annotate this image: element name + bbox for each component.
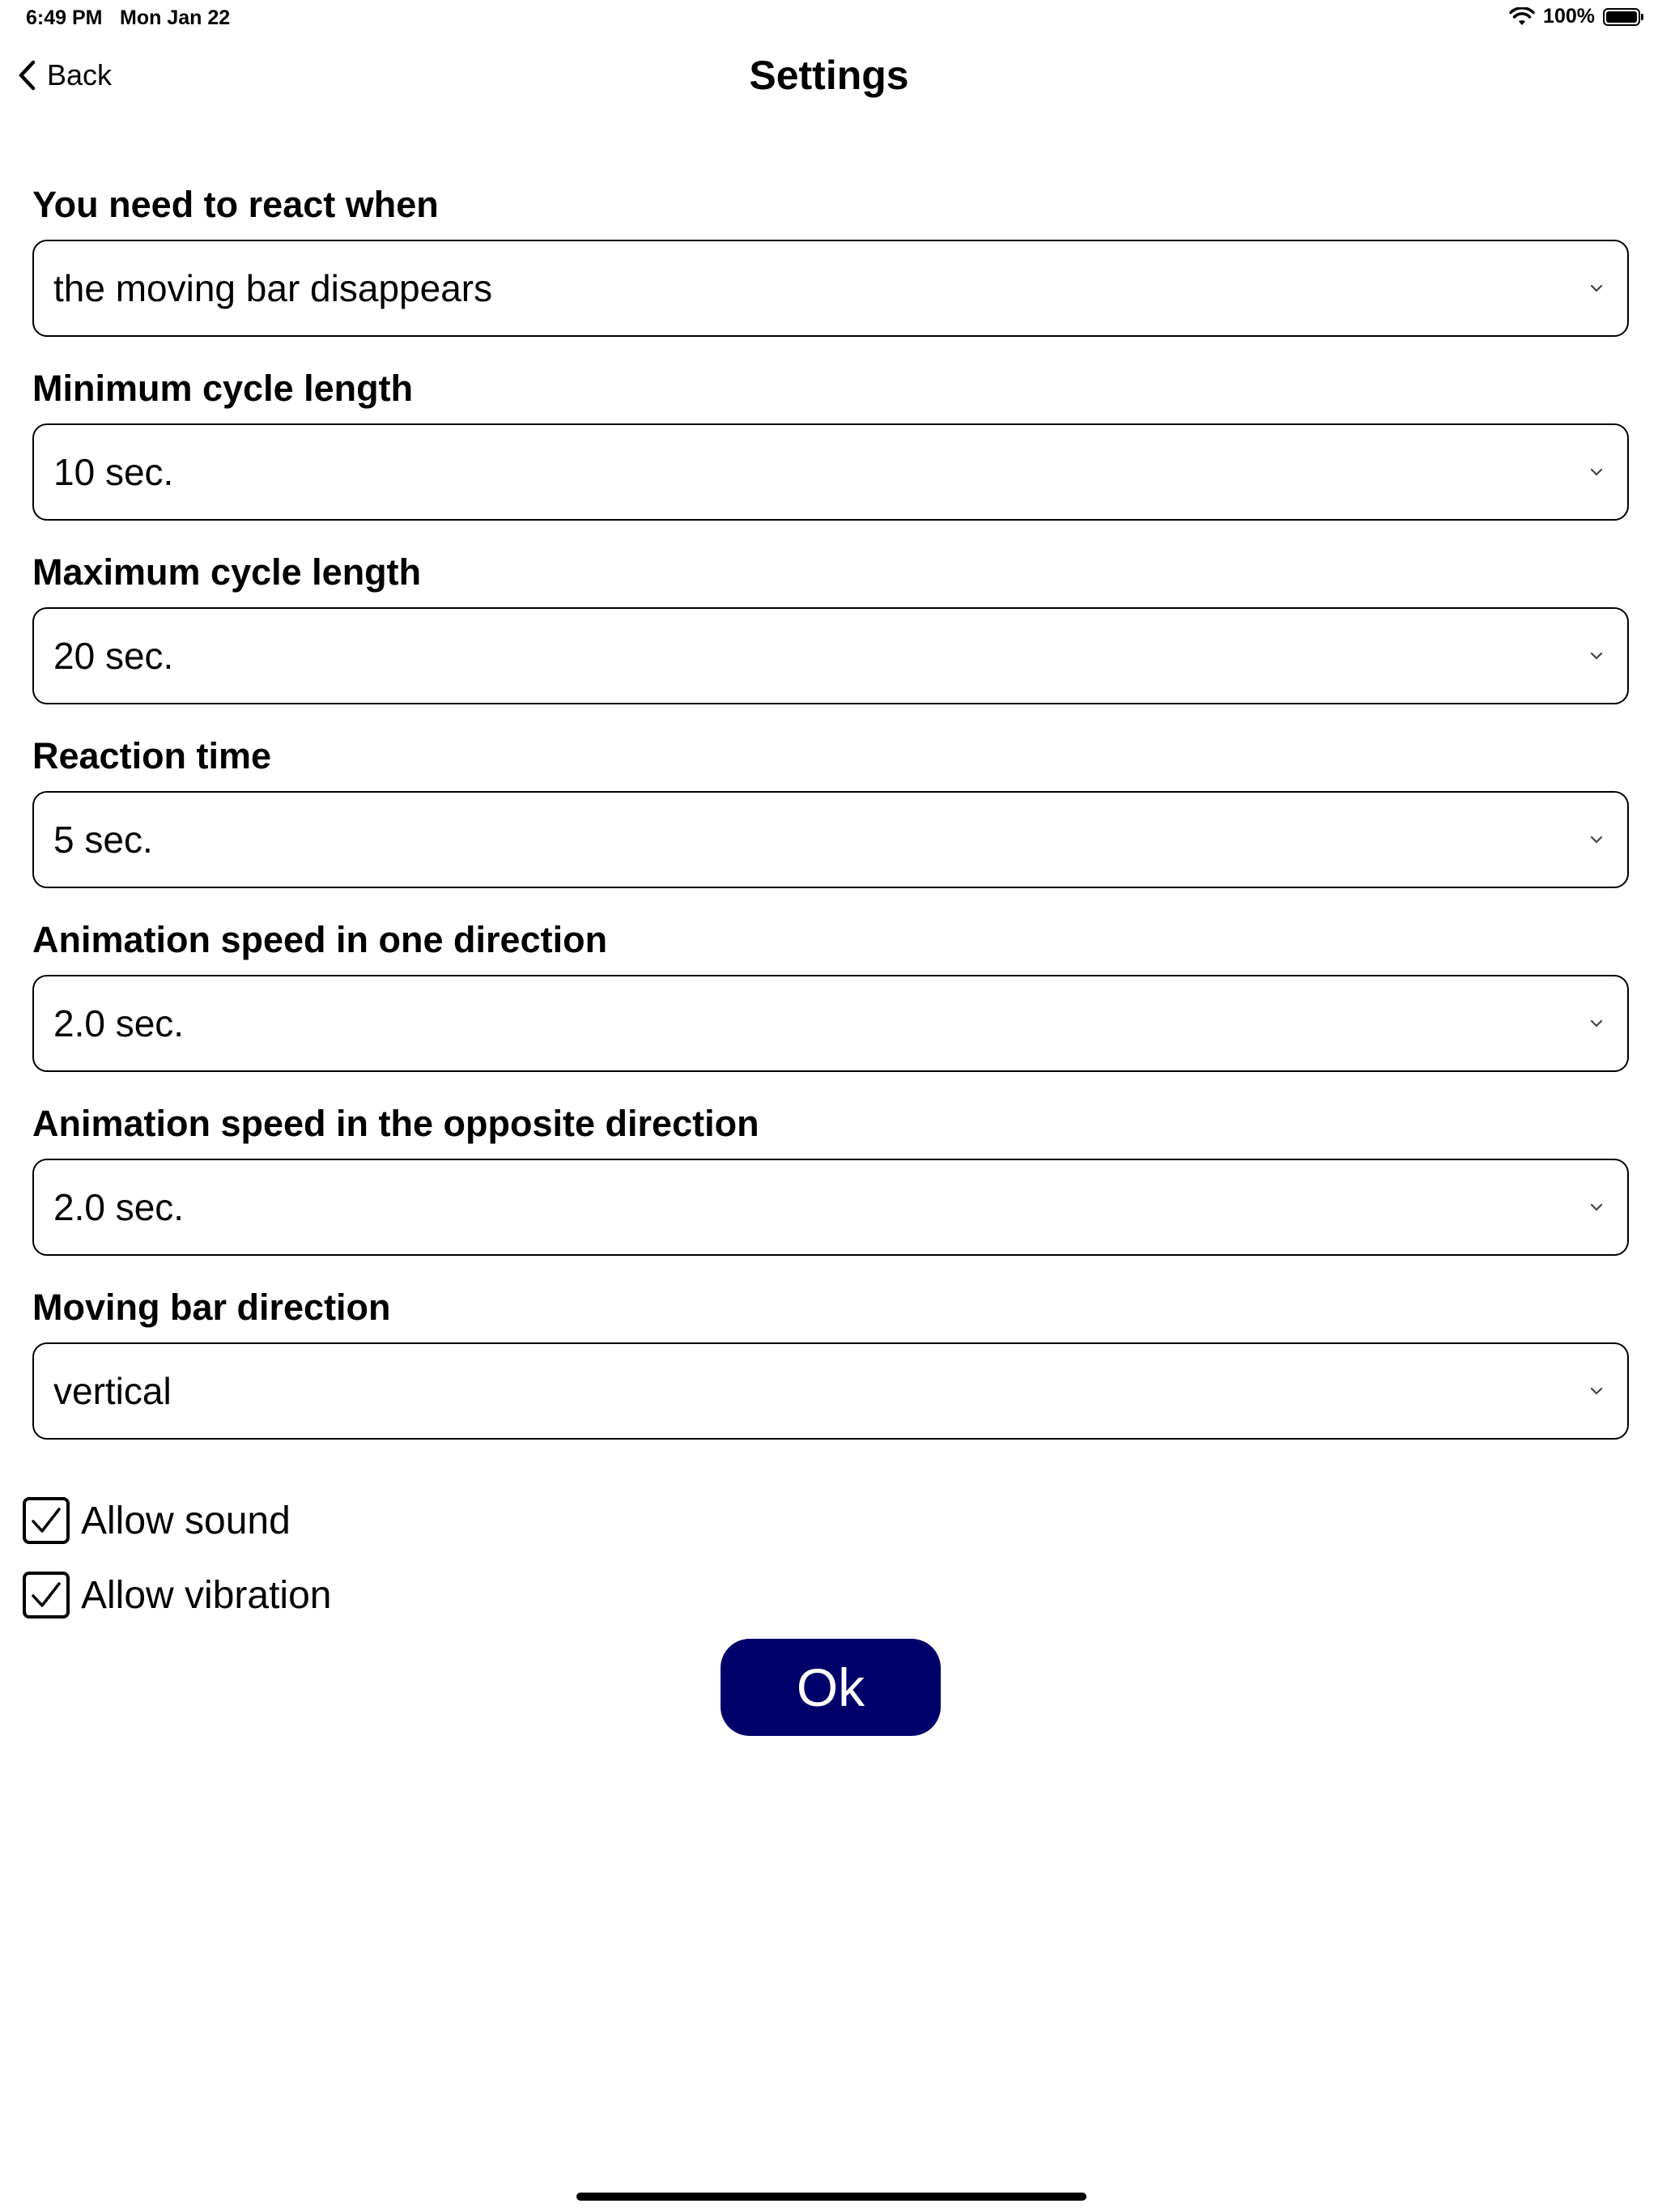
select-value: the moving bar disappears (53, 267, 493, 309)
select-value: 2.0 sec. (53, 1002, 185, 1044)
checkbox-group (23, 1483, 331, 1632)
react-when-select[interactable] (32, 240, 1629, 337)
wifi-icon (1509, 7, 1535, 27)
chevron-down-icon (1590, 1203, 1603, 1211)
allow-vibration-option[interactable] (23, 1558, 331, 1632)
max-cycle-select[interactable] (32, 607, 1629, 704)
field-label: Moving bar direction (32, 1287, 391, 1328)
min-cycle-field (32, 360, 1629, 544)
allow-sound-label: Allow sound (81, 1499, 291, 1542)
ok-button[interactable]: Ok (721, 1639, 941, 1736)
field-label: Animation speed in the opposite direction (32, 1103, 759, 1144)
min-cycle-select[interactable] (32, 423, 1629, 521)
chevron-down-icon (1590, 1019, 1603, 1027)
home-indicator[interactable] (576, 2193, 1086, 2201)
battery-icon (1603, 8, 1640, 26)
settings-form (32, 177, 1629, 1463)
react-when-field (32, 177, 1629, 360)
checkmark-icon (30, 1580, 62, 1610)
chevron-down-icon (1590, 468, 1603, 476)
battery-percentage: 100% (1543, 5, 1595, 28)
status-date: Mon Jan 22 (120, 6, 231, 29)
bar-direction-field (32, 1279, 1629, 1463)
max-cycle-field (32, 544, 1629, 728)
status-indicators (1509, 5, 1640, 28)
chevron-down-icon (1590, 836, 1603, 844)
field-label: Animation speed in one direction (32, 919, 608, 960)
page-title: Settings (749, 53, 909, 98)
speed-one-direction-field (32, 912, 1629, 1095)
bar-direction-select[interactable] (32, 1342, 1629, 1440)
field-label: Maximum cycle length (32, 551, 422, 593)
field-label: Minimum cycle length (32, 368, 414, 409)
select-value: 20 sec. (53, 635, 174, 677)
select-value: vertical (53, 1370, 172, 1412)
allow-sound-option[interactable] (23, 1483, 331, 1558)
select-value: 10 sec. (53, 451, 174, 493)
reaction-time-select[interactable] (32, 791, 1629, 888)
field-label: You need to react when (32, 184, 439, 225)
field-label: Reaction time (32, 735, 272, 776)
speed-opposite-direction-select[interactable] (32, 1159, 1629, 1256)
select-value: 2.0 sec. (53, 1186, 185, 1228)
navigation-bar (0, 37, 1658, 118)
speed-one-direction-select[interactable] (32, 975, 1629, 1072)
status-time: 6:49 PM (26, 6, 103, 29)
select-value: 5 sec. (53, 819, 153, 861)
allow-sound-checkbox[interactable] (23, 1497, 70, 1544)
allow-vibration-checkbox[interactable] (23, 1572, 70, 1619)
reaction-time-field (32, 728, 1629, 912)
checkmark-icon (30, 1506, 62, 1535)
speed-opposite-direction-field (32, 1095, 1629, 1279)
status-bar (0, 0, 1658, 37)
chevron-down-icon (1590, 652, 1603, 660)
chevron-down-icon (1590, 1387, 1603, 1395)
allow-vibration-label: Allow vibration (81, 1573, 332, 1617)
back-label: Back (47, 58, 113, 91)
chevron-down-icon (1590, 284, 1603, 292)
